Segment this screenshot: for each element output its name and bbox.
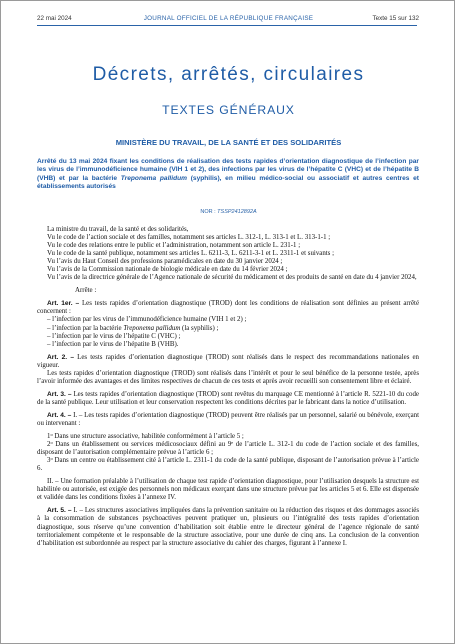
article-2-text: Les tests rapides d’orientation diagnostique (TROD) sont réalisés dans le respect des recommandations nationales en vigueur. (37, 353, 419, 369)
article-2 (37, 354, 419, 370)
article-1-label: Art. 1er. – (47, 300, 80, 308)
article-1-item (37, 325, 419, 333)
article-3 (37, 391, 419, 407)
vu-item: Vu le code de l’action sociale et des familles, notamment ses articles L. 312-1, L. 313-1 et L. 313-1-1 ; (47, 234, 331, 242)
item-text: Dans un établissement ou services médicosociaux défini au 9 (52, 441, 232, 449)
vu-item: Vu l’avis du Haut Conseil des professions paramédicales en date du 30 janvier 2024 ; (47, 258, 283, 266)
item-italic: Treponema pallidum (123, 324, 181, 332)
page-header (1, 14, 455, 24)
article-3-label: Art. 3. – (47, 390, 72, 398)
item-text: – l’infection par la bactérie (47, 324, 124, 332)
decree-body (37, 226, 419, 548)
nor-label: NOR : (200, 209, 218, 215)
item-text: de l’article L. 312-1 du code de l’action sociale et des familles, disposant de l’autorisation complémentaire prévue à l’article 6 ; (37, 441, 420, 457)
vu-item: Vu l’avis de la directrice générale de l’Agence nationale de sécurité du médicament et des produits de santé en date du 4 janvier 2024, (47, 274, 417, 282)
article-5 (37, 507, 419, 547)
decree-title-part1: Arrêté du 13 mai 2024 fixant les conditions de réalisation des tests rapides d’orientation diagnostique de l’infection par les virus de l’immunodéficience humaine (VIH 1 et 2), des infections par les virus de l’hépatite C (VHC) et de l’hépatite B (VHB) et par la bactérie (37, 158, 419, 182)
decree-title (37, 158, 419, 192)
vu-item: Vu le code de la santé publique, notamment ses articles L. 6211-3, L. 6211-3-1 et L. 2311-1 et suivants ; (47, 250, 335, 258)
decree-title-part2: (syphilis), en milieu médico-social ou associatif et autres centres et établissements autorisés (37, 174, 419, 191)
ordinal-sup: o (50, 456, 53, 462)
item-number: 1 (47, 433, 51, 441)
header-journal-title: JOURNAL OFFICIEL DE LA RÉPUBLIQUE FRANÇAISE (143, 15, 314, 22)
article-2-paragraph: Les tests rapides d’orientation diagnostique (TROD) sont réalisés dans l’intérêt et pour le seul bénéfice de la personne testée, après l’avoir informée des avantages et des limites respectives de chacun de ces tests et après avoir recueilli son consentement libre et éclairé. (37, 369, 419, 385)
article-1-text: Les tests rapides d’orientation diagnostique (TROD) dont les conditions de réalisation sont définies au présent arrêté concernent : (37, 300, 419, 316)
ordinal-sup: o (50, 432, 53, 438)
section-title: Décrets, arrêtés, circulaires (92, 64, 365, 85)
item-text: Dans une structure associative, habilitée conformément à l’article 5 ; (52, 433, 244, 441)
article-1-item: – l’infection par le virus de l’hépatite C (VHC) ; (47, 332, 181, 340)
article-4-label: Art. 4. – (47, 411, 72, 419)
article-2-label: Art. 2. – (47, 353, 74, 361)
header-rule (37, 25, 417, 26)
article-4-section-ii: II. – Une formation préalable à l’utilisation de chaque test rapide d’orientation diagnostique, pour l’utilisation desquels la structure est habilitée ou autorisée, est exigée des personnels non médicaux exerçant dans une structure prévue par les articles 5 et 6. Elle est dispensée et validée dans les conditions fixées à l’annexe IV. (37, 478, 419, 502)
intro-paragraph: La ministre du travail, de la santé et des solidarités, (47, 226, 189, 233)
article-4-item (37, 433, 419, 441)
vu-item: Vu l’avis de la Commission nationale de biologie médicale en date du 14 février 2024 ; (47, 266, 288, 274)
article-4-text: I. – Les tests rapides d’orientation diagnostique (TROD) peuvent être réalisés par un personnel, salarié ou bénévole, exerçant ou intervenant : (37, 411, 419, 427)
nor-reference (1, 208, 455, 216)
arrete-line: Arrête : (75, 287, 97, 295)
item-number: 3 (47, 457, 51, 465)
article-5-text: I. – Les structures associatives impliquées dans la prévention sanitaire ou la réduction des risques et des dommages associés à la consommation de substances psychoactives peuvent pratiquer un, plusieurs ou l’intégralité des tests rapides d’orientation diagnostique, sous réserve qu’une convention d’habilitation soit établie entre le directeur général de l’agence régionale de santé territorialement compétente et le responsable de la structure associative, pour une durée de cinq ans. La conclusion de la convention d’habilitation est subordonnée au respect par la structure associative du cahier des charges, figurant à l’annexe I. (37, 507, 419, 547)
ministry-heading: MINISTÈRE DU TRAVAIL, DE LA SANTÉ ET DES SOLIDARITÉS (115, 138, 342, 147)
header-date: 22 mai 2024 (37, 15, 72, 22)
article-1-item: – l’infection par les virus de l’immunodéficience humaine (VIH 1 et 2) ; (47, 316, 247, 324)
article-4-item (37, 441, 419, 457)
article-1 (37, 300, 419, 316)
sub-title: TEXTES GÉNÉRAUX (162, 103, 295, 117)
header-text-reference: Texte 15 sur 132 (372, 15, 419, 22)
item-text: Dans un centre ou établissement cité à l’article L. 2311-1 du code de la santé publique, disposant de l’autorisation prévue à l’article 6. (37, 457, 419, 473)
item-text: (la syphilis) ; (180, 324, 219, 332)
article-4 (37, 412, 419, 428)
article-4-item (37, 457, 419, 473)
article-5-label: Art. 5. – (47, 507, 72, 515)
nor-value: TSSP2412892A (217, 209, 257, 215)
vu-item: Vu le code des relations entre le public et l’administration, notamment son article L. 231-1 ; (47, 242, 301, 250)
article-1-item: – l’infection par le virus de l’hépatite B (VHB). (47, 340, 179, 348)
ordinal-sup: e (231, 440, 234, 446)
item-number: 2 (47, 441, 51, 449)
decree-title-italic: Treponema pallidum (120, 174, 187, 182)
ordinal-sup: o (50, 440, 53, 446)
article-3-text: Les tests rapides d’orientation diagnostique (TROD) sont revêtus du marquage CE mentionné à l’article R. 5221-10 du code de la santé publique. Leur utilisation et leur conservation respectent les conditions décrites par le fabricant dans la notice d’utilisation. (37, 390, 419, 406)
